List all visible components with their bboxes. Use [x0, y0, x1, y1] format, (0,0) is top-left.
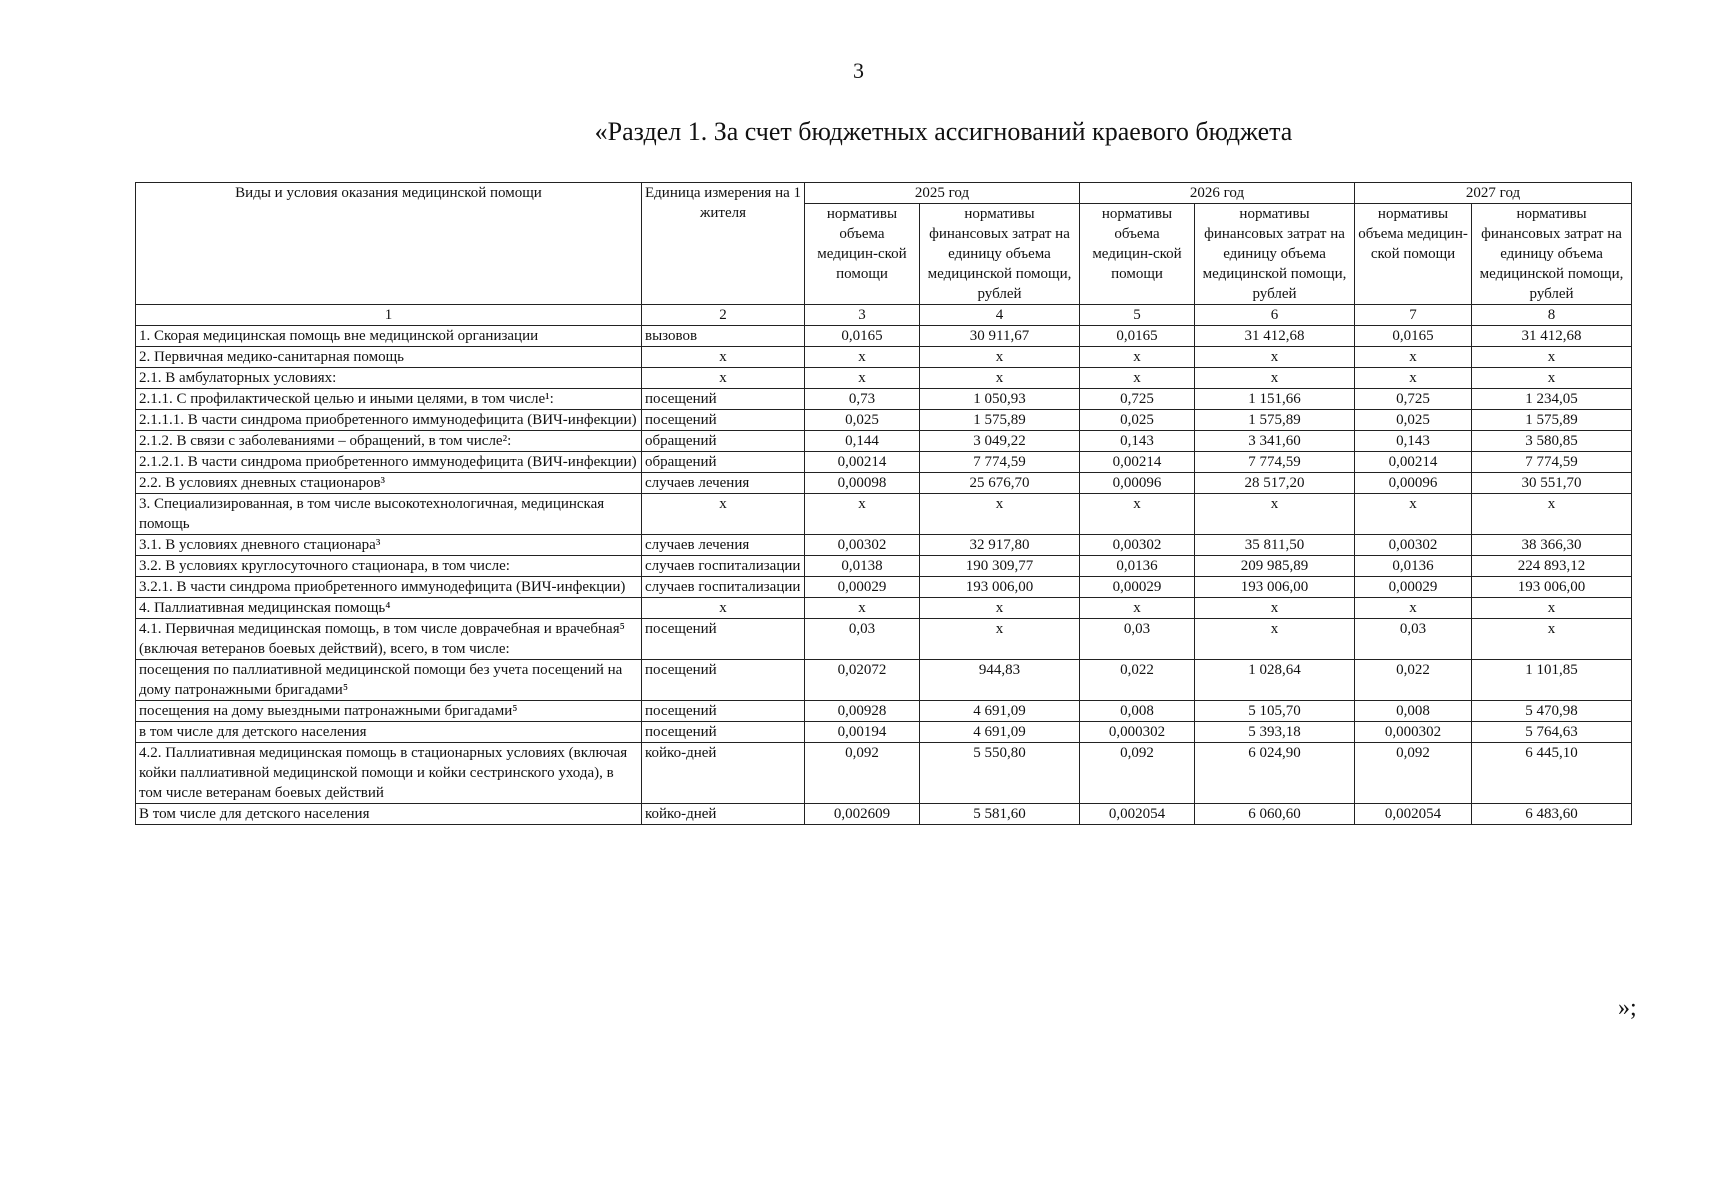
cell-volume-2027: 0,03 [1355, 619, 1472, 660]
cell-cost-2026: х [1195, 347, 1355, 368]
cell-cost-2025: 5 581,60 [920, 804, 1080, 825]
header-year-2027: 2027 год [1355, 183, 1632, 204]
cell-cost-2026: 5 393,18 [1195, 722, 1355, 743]
cell-volume-2025: 0,002609 [805, 804, 920, 825]
cell-cost-2025: 190 309,77 [920, 556, 1080, 577]
cell-cost-2026: х [1195, 368, 1355, 389]
cell-volume-2027: 0,002054 [1355, 804, 1472, 825]
cell-volume-2027: 0,00096 [1355, 473, 1472, 494]
cell-volume-2025: х [805, 347, 920, 368]
cell-volume-2026: 0,0136 [1080, 556, 1195, 577]
cell-volume-2026: х [1080, 598, 1195, 619]
cell-cost-2026: х [1195, 619, 1355, 660]
column-number: 4 [920, 305, 1080, 326]
cell-volume-2027: х [1355, 368, 1472, 389]
header-column-numbers-row [136, 305, 1632, 326]
cell-volume-2026: 0,000302 [1080, 722, 1195, 743]
table-row [136, 619, 1632, 660]
cell-volume-2027: 0,00302 [1355, 535, 1472, 556]
cell-kind: в том числе для детского населения [136, 722, 642, 743]
header-cost-norm: нормативы финансовых затрат на единицу объема медицинской помощи, рублей [920, 204, 1080, 305]
cell-cost-2025: 1 575,89 [920, 410, 1080, 431]
table-row [136, 452, 1632, 473]
cell-volume-2027: х [1355, 347, 1472, 368]
header-volume-norm: нормативы объема медицин-ской помощи [1080, 204, 1195, 305]
cell-volume-2027: 0,725 [1355, 389, 1472, 410]
header-unit: Единица измерения на 1 жителя [642, 183, 805, 305]
header-year-2025: 2025 год [805, 183, 1080, 204]
cell-kind: 2.1.2.1. В части синдрома приобретенного иммунодефицита (ВИЧ-инфекции) [136, 452, 642, 473]
cell-volume-2025: х [805, 494, 920, 535]
page-number: 3 [853, 58, 864, 83]
column-number: 1 [136, 305, 642, 326]
cell-cost-2027: 6 445,10 [1472, 743, 1632, 804]
header-year-2026: 2026 год [1080, 183, 1355, 204]
cell-volume-2026: 0,092 [1080, 743, 1195, 804]
cell-cost-2025: х [920, 494, 1080, 535]
cell-unit: посещений [642, 660, 805, 701]
cell-kind: 4. Паллиативная медицинская помощь⁴ [136, 598, 642, 619]
cell-unit: посещений [642, 410, 805, 431]
cell-kind: 2.2. В условиях дневных стационаров³ [136, 473, 642, 494]
column-number: 6 [1195, 305, 1355, 326]
table-row [136, 535, 1632, 556]
cell-volume-2026: 0,00029 [1080, 577, 1195, 598]
cell-cost-2026: 1 028,64 [1195, 660, 1355, 701]
cell-cost-2027: 30 551,70 [1472, 473, 1632, 494]
header-year-row [136, 183, 1632, 204]
cell-volume-2025: 0,00029 [805, 577, 920, 598]
cell-volume-2025: 0,025 [805, 410, 920, 431]
cell-unit: случаев лечения [642, 473, 805, 494]
cell-unit: посещений [642, 722, 805, 743]
cell-volume-2026: 0,143 [1080, 431, 1195, 452]
cell-kind: 4.1. Первичная медицинская помощь, в том числе доврачебная и врачебная⁵ (включая ветеранов боевых действий), всего, в том числе: [136, 619, 642, 660]
cell-cost-2027: х [1472, 368, 1632, 389]
cell-volume-2025: 0,73 [805, 389, 920, 410]
norms-table [135, 182, 1632, 825]
cell-unit: обращений [642, 452, 805, 473]
cell-kind: В том числе для детского населения [136, 804, 642, 825]
cell-cost-2027: х [1472, 598, 1632, 619]
cell-volume-2026: х [1080, 347, 1195, 368]
table-row [136, 326, 1632, 347]
table-row [136, 556, 1632, 577]
cell-cost-2027: 193 006,00 [1472, 577, 1632, 598]
header-volume-norm: нормативы объема медицин-ской помощи [805, 204, 920, 305]
cell-volume-2026: 0,00214 [1080, 452, 1195, 473]
column-number: 5 [1080, 305, 1195, 326]
cell-cost-2026: 28 517,20 [1195, 473, 1355, 494]
cell-volume-2026: х [1080, 368, 1195, 389]
cell-cost-2025: х [920, 368, 1080, 389]
table-row [136, 473, 1632, 494]
cell-cost-2027: 7 774,59 [1472, 452, 1632, 473]
cell-kind: посещения по паллиативной медицинской помощи без учета посещений на дому патронажными бригадами⁵ [136, 660, 642, 701]
cell-cost-2025: 7 774,59 [920, 452, 1080, 473]
cell-cost-2026: х [1195, 494, 1355, 535]
cell-volume-2026: 0,00302 [1080, 535, 1195, 556]
cell-cost-2025: х [920, 598, 1080, 619]
cell-cost-2026: 209 985,89 [1195, 556, 1355, 577]
cell-cost-2026: 6 024,90 [1195, 743, 1355, 804]
cell-unit: обращений [642, 431, 805, 452]
cell-unit: случаев госпитализации [642, 577, 805, 598]
cell-volume-2025: 0,00214 [805, 452, 920, 473]
cell-unit: х [642, 347, 805, 368]
cell-volume-2027: 0,00214 [1355, 452, 1472, 473]
table-row [136, 431, 1632, 452]
table-row [136, 410, 1632, 431]
cell-volume-2025: 0,00194 [805, 722, 920, 743]
cell-volume-2027: х [1355, 598, 1472, 619]
table-row [136, 368, 1632, 389]
cell-unit: вызовов [642, 326, 805, 347]
cell-volume-2025: 0,00302 [805, 535, 920, 556]
cell-cost-2026: 6 060,60 [1195, 804, 1355, 825]
cell-volume-2027: 0,00029 [1355, 577, 1472, 598]
cell-cost-2026: 31 412,68 [1195, 326, 1355, 347]
cell-cost-2027: 5 470,98 [1472, 701, 1632, 722]
header-cost-norm: нормативы финансовых затрат на единицу объема медицинской помощи, рублей [1472, 204, 1632, 305]
table-row [136, 389, 1632, 410]
cell-cost-2027: 38 366,30 [1472, 535, 1632, 556]
cell-cost-2027: 6 483,60 [1472, 804, 1632, 825]
cell-kind: 3. Специализированная, в том числе высокотехнологичная, медицинская помощь [136, 494, 642, 535]
header-volume-norm: нормативы объема медицин-ской помощи [1355, 204, 1472, 305]
cell-volume-2026: 0,03 [1080, 619, 1195, 660]
cell-volume-2027: 0,143 [1355, 431, 1472, 452]
cell-volume-2025: х [805, 598, 920, 619]
cell-volume-2025: 0,0165 [805, 326, 920, 347]
table-row [136, 743, 1632, 804]
cell-kind: 3.2.1. В части синдрома приобретенного иммунодефицита (ВИЧ-инфекции) [136, 577, 642, 598]
cell-kind: 2.1.1.1. В части синдрома приобретенного иммунодефицита (ВИЧ-инфекции) [136, 410, 642, 431]
cell-cost-2027: 3 580,85 [1472, 431, 1632, 452]
column-number: 3 [805, 305, 920, 326]
cell-cost-2027: 5 764,63 [1472, 722, 1632, 743]
cell-cost-2025: 944,83 [920, 660, 1080, 701]
table-row [136, 722, 1632, 743]
cell-cost-2026: х [1195, 598, 1355, 619]
table-row [136, 701, 1632, 722]
cell-cost-2025: 4 691,09 [920, 701, 1080, 722]
cell-unit: посещений [642, 389, 805, 410]
table-body [136, 326, 1632, 825]
cell-volume-2027: 0,000302 [1355, 722, 1472, 743]
cell-volume-2026: 0,00096 [1080, 473, 1195, 494]
cell-cost-2026: 5 105,70 [1195, 701, 1355, 722]
table-row [136, 347, 1632, 368]
cell-volume-2025: 0,144 [805, 431, 920, 452]
cell-cost-2027: 1 575,89 [1472, 410, 1632, 431]
cell-cost-2027: х [1472, 347, 1632, 368]
cell-volume-2026: 0,002054 [1080, 804, 1195, 825]
cell-unit: х [642, 598, 805, 619]
cell-cost-2025: 25 676,70 [920, 473, 1080, 494]
cell-cost-2026: 1 151,66 [1195, 389, 1355, 410]
cell-unit: х [642, 368, 805, 389]
table-row [136, 804, 1632, 825]
cell-volume-2025: 0,00098 [805, 473, 920, 494]
cell-kind: 3.1. В условиях дневного стационара³ [136, 535, 642, 556]
cell-cost-2027: х [1472, 619, 1632, 660]
cell-kind: 1. Скорая медицинская помощь вне медицинской организации [136, 326, 642, 347]
cell-cost-2025: 4 691,09 [920, 722, 1080, 743]
cell-volume-2025: 0,03 [805, 619, 920, 660]
cell-cost-2025: 32 917,80 [920, 535, 1080, 556]
cell-cost-2026: 1 575,89 [1195, 410, 1355, 431]
cell-volume-2025: 0,00928 [805, 701, 920, 722]
cell-cost-2025: х [920, 619, 1080, 660]
cell-kind: 2.1.1. С профилактической целью и иными целями, в том числе¹: [136, 389, 642, 410]
cell-cost-2027: 1 101,85 [1472, 660, 1632, 701]
cell-kind: посещения на дому выездными патронажными бригадами⁵ [136, 701, 642, 722]
cell-volume-2026: 0,025 [1080, 410, 1195, 431]
cell-unit: посещений [642, 619, 805, 660]
cell-cost-2027: 224 893,12 [1472, 556, 1632, 577]
cell-volume-2027: 0,092 [1355, 743, 1472, 804]
cell-volume-2027: х [1355, 494, 1472, 535]
cell-volume-2027: 0,008 [1355, 701, 1472, 722]
cell-cost-2025: х [920, 347, 1080, 368]
cell-cost-2025: 193 006,00 [920, 577, 1080, 598]
header-cost-norm: нормативы финансовых затрат на единицу объема медицинской помощи, рублей [1195, 204, 1355, 305]
section-title: «Раздел 1. За счет бюджетных ассигнований краевого бюджета [594, 117, 1293, 146]
cell-cost-2026: 3 341,60 [1195, 431, 1355, 452]
cell-kind: 4.2. Паллиативная медицинская помощь в стационарных условиях (включая койки паллиативной медицинской помощи и койки сестринского ухода), в том числе ветеранам боевых действий [136, 743, 642, 804]
cell-unit: случаев госпитализации [642, 556, 805, 577]
cell-volume-2026: 0,022 [1080, 660, 1195, 701]
cell-unit: койко-дней [642, 804, 805, 825]
cell-unit: койко-дней [642, 743, 805, 804]
cell-volume-2027: 0,022 [1355, 660, 1472, 701]
column-number: 7 [1355, 305, 1472, 326]
cell-cost-2025: 3 049,22 [920, 431, 1080, 452]
cell-kind: 2.1. В амбулаторных условиях: [136, 368, 642, 389]
column-number: 8 [1472, 305, 1632, 326]
cell-volume-2027: 0,0136 [1355, 556, 1472, 577]
cell-volume-2025: 0,02072 [805, 660, 920, 701]
cell-cost-2027: 31 412,68 [1472, 326, 1632, 347]
cell-cost-2025: 5 550,80 [920, 743, 1080, 804]
cell-volume-2026: 0,725 [1080, 389, 1195, 410]
column-number: 2 [642, 305, 805, 326]
cell-volume-2026: 0,008 [1080, 701, 1195, 722]
cell-cost-2026: 193 006,00 [1195, 577, 1355, 598]
cell-volume-2025: х [805, 368, 920, 389]
cell-volume-2026: х [1080, 494, 1195, 535]
cell-kind: 2.1.2. В связи с заболеваниями – обращений, в том числе²: [136, 431, 642, 452]
cell-cost-2025: 30 911,67 [920, 326, 1080, 347]
cell-volume-2027: 0,025 [1355, 410, 1472, 431]
table-row [136, 660, 1632, 701]
cell-kind: 2. Первичная медико-санитарная помощь [136, 347, 642, 368]
cell-unit: х [642, 494, 805, 535]
cell-volume-2025: 0,0138 [805, 556, 920, 577]
cell-cost-2026: 35 811,50 [1195, 535, 1355, 556]
cell-cost-2027: х [1472, 494, 1632, 535]
table-row [136, 598, 1632, 619]
table-row [136, 494, 1632, 535]
cell-unit: случаев лечения [642, 535, 805, 556]
cell-kind: 3.2. В условиях круглосуточного стационара, в том числе: [136, 556, 642, 577]
cell-volume-2025: 0,092 [805, 743, 920, 804]
closing-quote-mark: »; [1618, 995, 1637, 1021]
cell-cost-2027: 1 234,05 [1472, 389, 1632, 410]
cell-cost-2026: 7 774,59 [1195, 452, 1355, 473]
header-kind: Виды и условия оказания медицинской помощи [136, 183, 642, 305]
cell-volume-2026: 0,0165 [1080, 326, 1195, 347]
cell-volume-2027: 0,0165 [1355, 326, 1472, 347]
table-row [136, 577, 1632, 598]
cell-unit: посещений [642, 701, 805, 722]
cell-cost-2025: 1 050,93 [920, 389, 1080, 410]
